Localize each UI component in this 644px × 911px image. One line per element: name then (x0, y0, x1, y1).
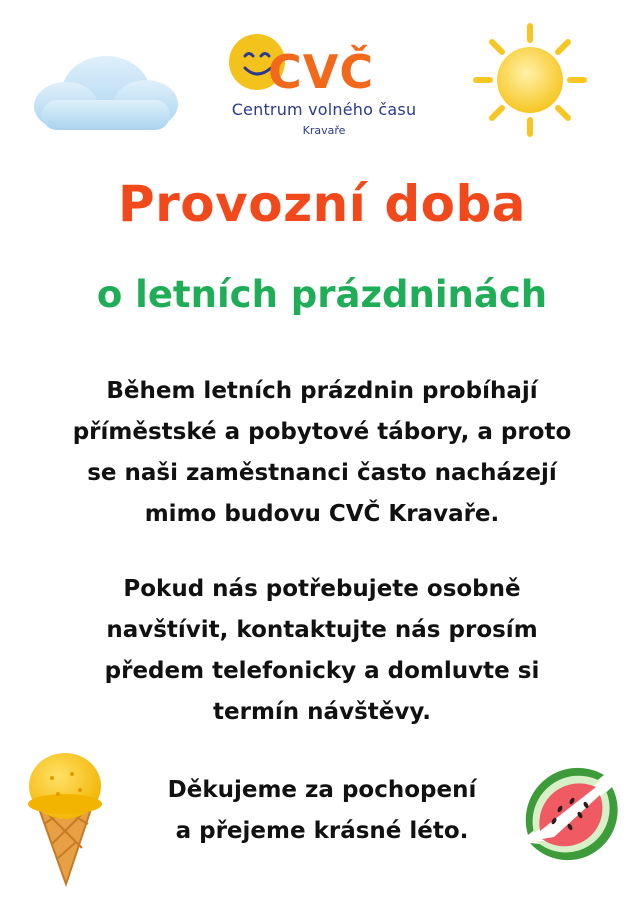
paragraph-contact (30, 569, 614, 733)
sun-icon (470, 20, 590, 140)
text-line: předem telefonicky a domluvte si (104, 658, 540, 684)
text-line: Děkujeme za pochopení (167, 777, 477, 803)
cloud-icon (28, 40, 183, 135)
logo-town: Kravaře (302, 124, 346, 137)
ice-cream-icon (22, 748, 107, 888)
text-line: Pokud nás potřebujete osobně (123, 576, 521, 602)
page-subtitle: o letních prázdninách (96, 273, 548, 316)
logo-name: Centrum volného času (231, 100, 417, 119)
text-line: příměstské a pobytové tábory, a proto (72, 419, 572, 445)
text-line: se naši zaměstnanci často nacházejí (87, 460, 557, 486)
text-line: Během letních prázdnin probíhají (106, 378, 538, 404)
page-title: Provozní doba (117, 175, 526, 233)
text-line: navštívit, kontaktujte nás prosím (106, 617, 538, 643)
text-line: mimo budovu CVČ Kravaře. (144, 501, 500, 527)
text-line: a přejeme krásné léto. (175, 818, 469, 844)
paragraph-camps (30, 371, 614, 535)
watermelon-icon (520, 765, 620, 865)
text-line: termín návštěvy. (213, 699, 431, 725)
logo-letters: CVČ (268, 45, 375, 99)
